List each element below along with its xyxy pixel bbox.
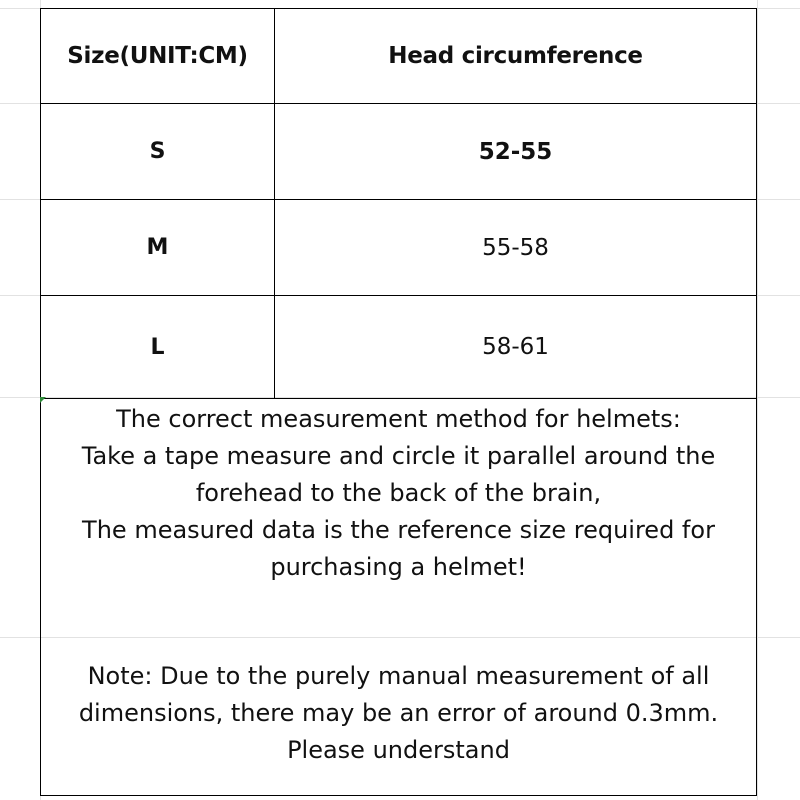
size-chart-table: [40, 8, 757, 796]
size-s-range: 52-55: [478, 138, 553, 165]
cell-comment-marker: [40, 397, 46, 403]
header-head-circumference: Head circumference: [388, 43, 643, 69]
measurement-line: The measured data is the reference size required for: [82, 516, 715, 544]
measurement-line: purchasing a helmet!: [270, 553, 527, 581]
size-s-label: S: [149, 139, 166, 164]
measurement-instructions: [41, 399, 756, 583]
measurement-note: [41, 658, 756, 778]
sheet-gridline: [757, 0, 758, 800]
note-line: dimensions, there may be an error of around 0.3mm.: [78, 699, 719, 727]
size-l-range: 58-61: [482, 334, 549, 360]
measurement-line: forehead to the back of the brain,: [195, 479, 602, 507]
measurement-line: The correct measurement method for helmets:: [116, 405, 681, 433]
header-size-unit: Size(UNIT:CM): [67, 43, 248, 69]
note-line: Note: Due to the purely manual measurement of all: [87, 662, 710, 690]
size-m-range: 55-58: [482, 234, 549, 261]
size-m-label: M: [146, 235, 169, 260]
table-border: [756, 8, 757, 796]
note-line: Please understand: [287, 736, 510, 764]
table-border: [40, 795, 757, 796]
measurement-line: Take a tape measure and circle it parallel around the: [81, 442, 716, 470]
size-l-label: L: [150, 334, 165, 360]
